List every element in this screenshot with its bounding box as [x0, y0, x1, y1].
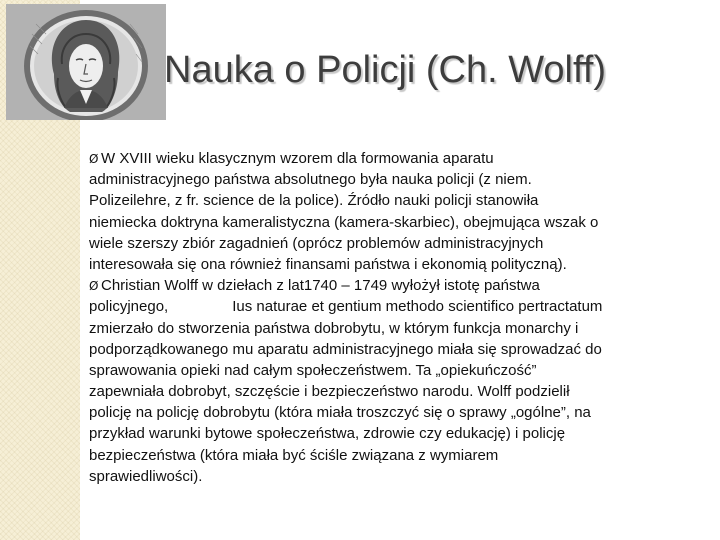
paragraph-2-line-9: bezpieczeństwa (która miała być ściśle związana z wymiarem: [89, 446, 499, 464]
paragraph-2-line-3: zmierzało do stworzenia państwa dobrobytu, w którym funkcja monarchy i: [89, 319, 579, 337]
text-line: [89, 275, 707, 296]
paragraph-1-line-6: interesowała się ona również finansami państwa i ekonomią polityczną).: [89, 255, 567, 273]
slide-title: Nauka o Policji (Ch. Wolff): [164, 49, 607, 91]
paragraph-2-line-8: przykład warunki bytowe społeczeństwa, zdrowie czy edukację) i policję: [89, 425, 566, 443]
paragraph-1-line-5: wiele szerszy zbiór zagadnień (oprócz problemów administracyjnych: [89, 234, 544, 252]
book-title-text: Ius naturae et gentium methodo scientifico pertractatum: [232, 298, 603, 316]
paragraph-2-line-1: Christian Wolff w dziełach z lat1740 – 1749 wyłożył istotę państwa: [101, 277, 540, 295]
wolff-portrait-image: [6, 4, 166, 120]
arrow-bullet-icon: Ø: [89, 279, 99, 294]
paragraph-2-line-5: sprawowania opieki nad całym społeczeństwem. Ta „opiekuńczość”: [89, 361, 537, 379]
paragraph-2-line-7: policję na policję dobrobytu (która miała troszczyć się o sprawy „ogólne”, na: [89, 404, 591, 422]
paragraph-2-line-4: podporządkowanego mu aparatu administracyjnego miała się sprowadzać do: [89, 340, 602, 358]
paragraph-2-line-2-start: policyjnego,: [89, 298, 169, 316]
paragraph-1-line-3: Polizeilehre, z fr. science de la police). Źródło nauki policji stanowiła: [89, 192, 539, 210]
paragraph-1-line-2: administracyjnego państwa absolutnego była nauka policji (z niem.: [89, 171, 532, 189]
slide-body: [89, 148, 707, 487]
paragraph-1-line-1: W XVIII wieku klasycznym wzorem dla formowania aparatu: [101, 150, 494, 167]
text-line: [89, 148, 707, 169]
arrow-bullet-icon: Ø: [89, 152, 99, 166]
paragraph-2-line-10: sprawiedliwości).: [89, 467, 203, 485]
paragraph-2-line-6: zapewniała dobrobyt, szczęście i bezpieczeństwo narodu. Wolff podzielił: [89, 383, 570, 401]
paragraph-1-line-4: niemiecka doktryna kameralistyczna (kamera-skarbiec), obejmująca wszak o: [89, 213, 599, 231]
text-line: [89, 296, 707, 317]
